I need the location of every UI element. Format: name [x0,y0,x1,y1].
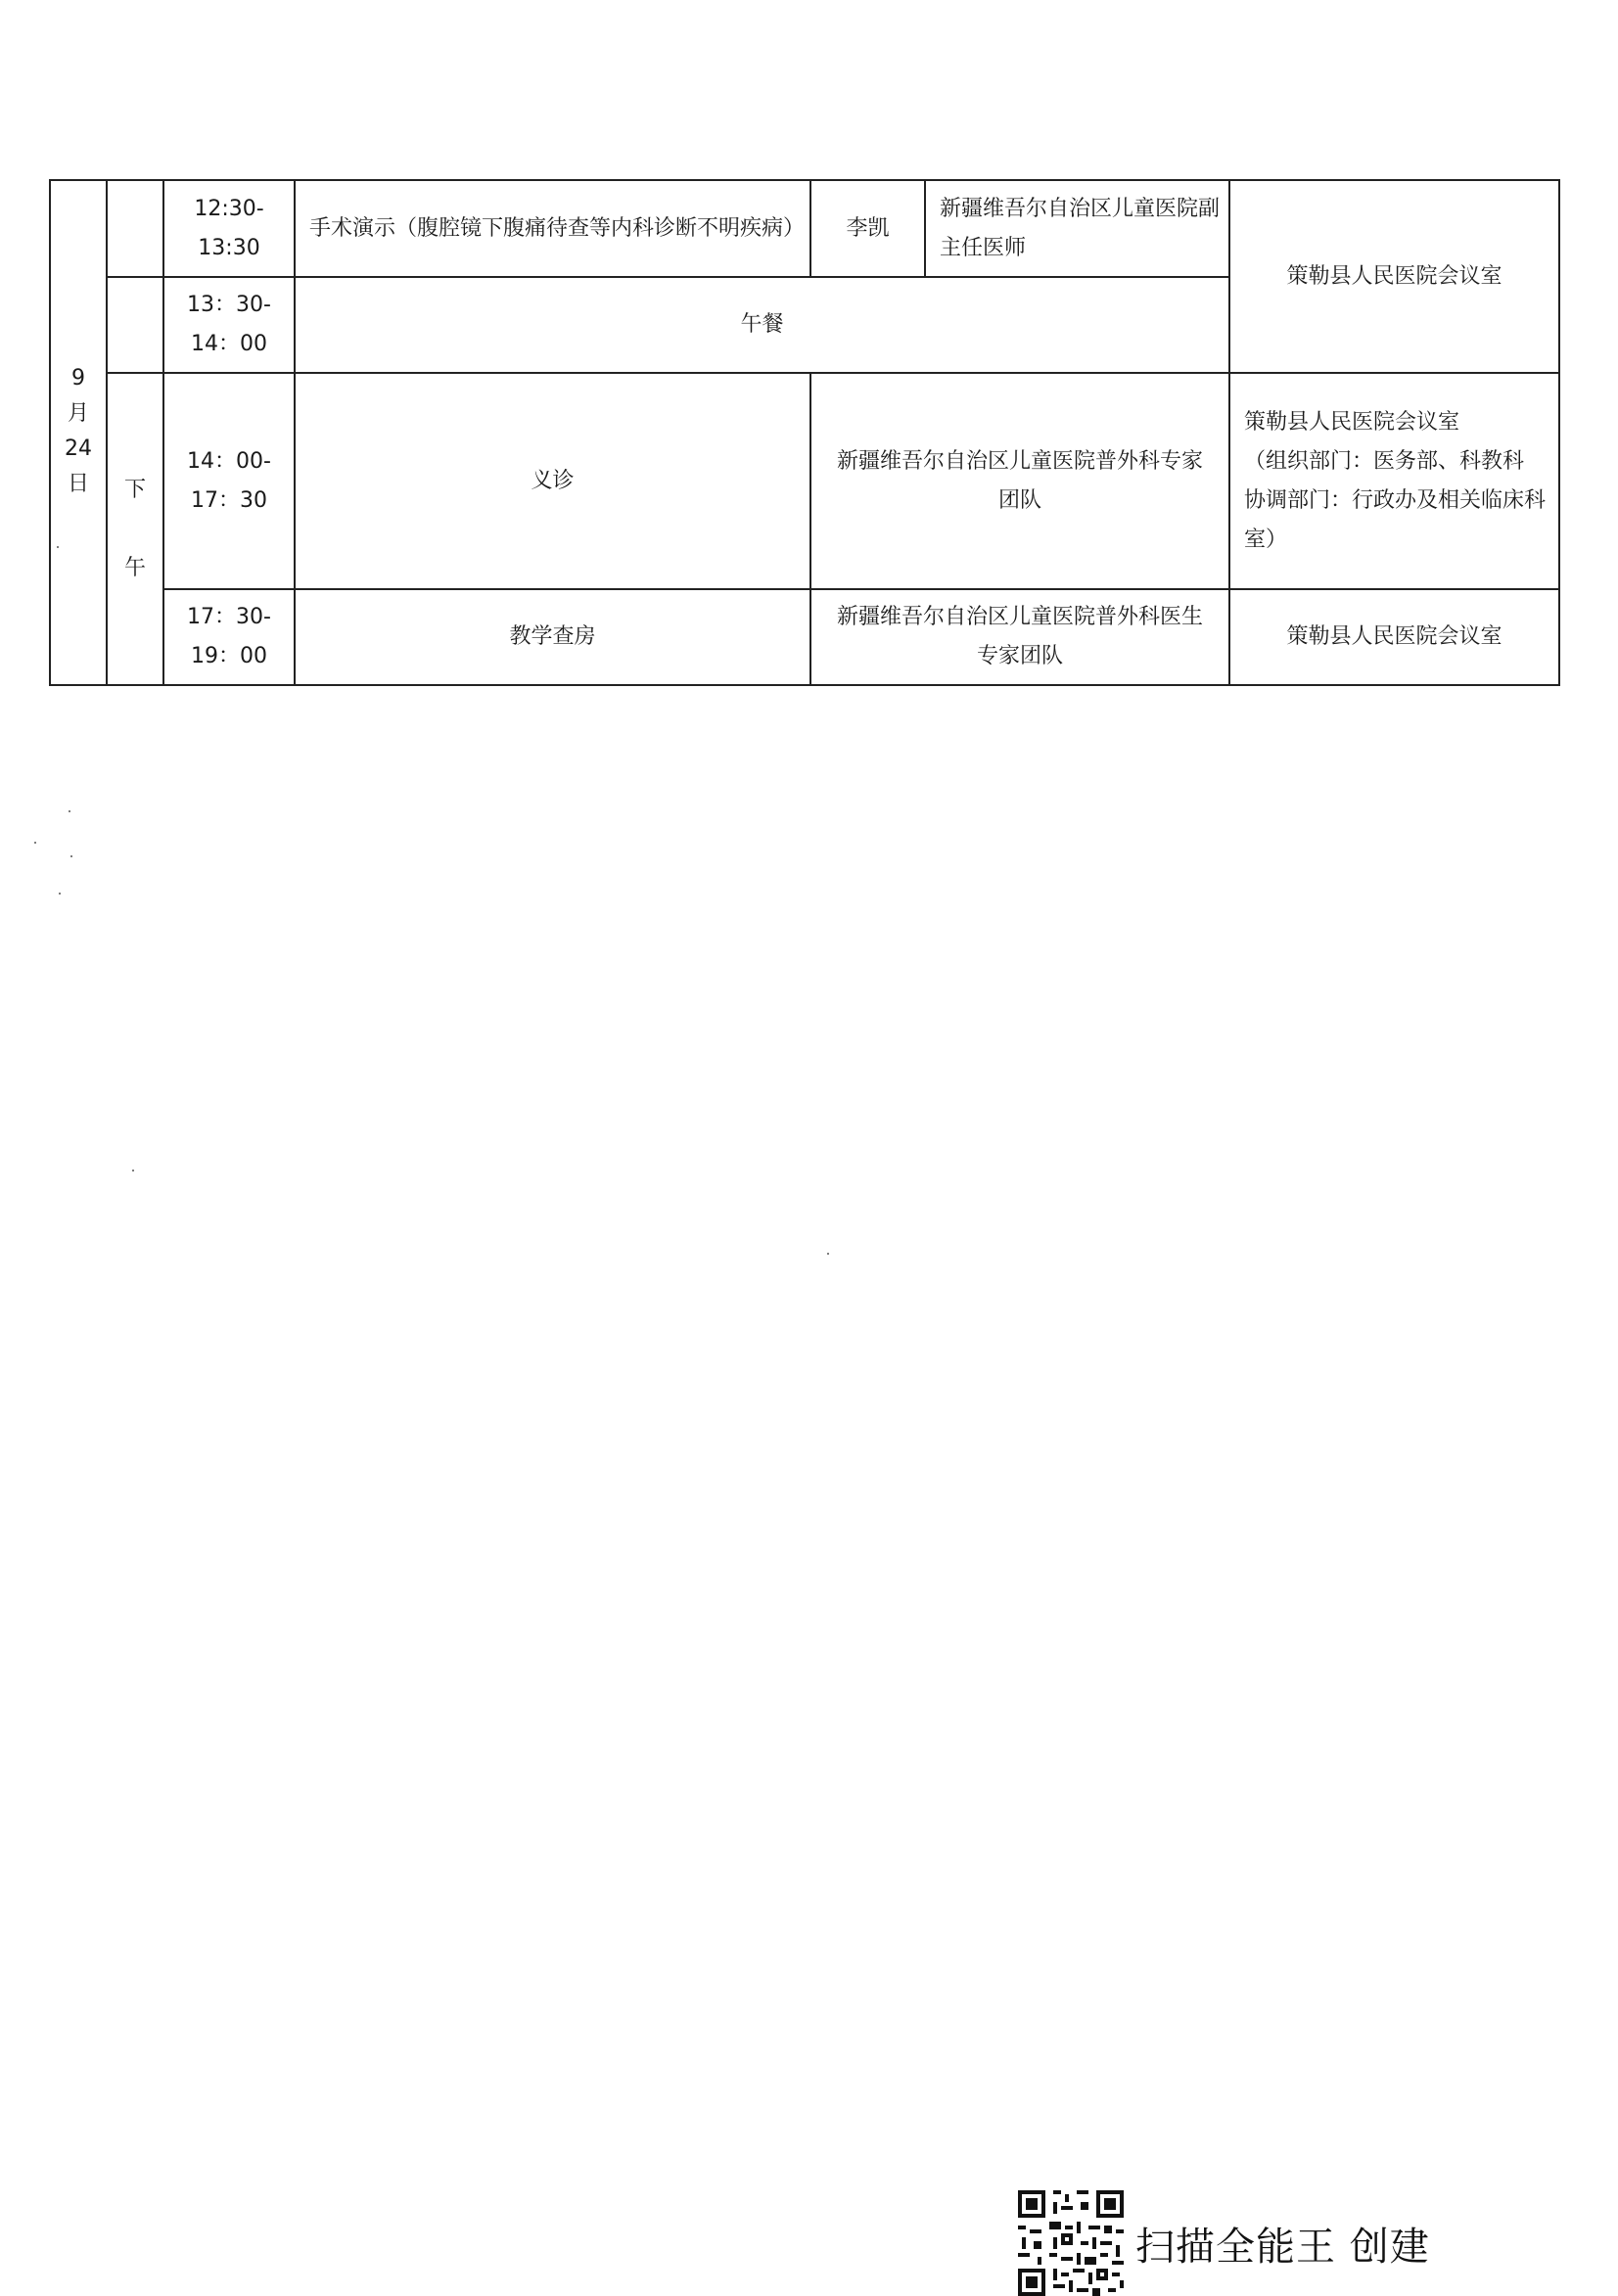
location-cell: 策勒县人民医院会议室 [1229,589,1559,685]
period-cell [107,373,163,685]
location-cell: 策勒县人民医院会议室 [1229,180,1559,373]
location-cell [1229,373,1559,589]
location-coord: 协调部门：行政办及相关临床科室） [1244,487,1547,552]
date-label: 9月24日 [65,366,92,496]
period-cell-empty [107,277,163,373]
time-cell: 14：00-17：30 [163,373,295,589]
scan-speck [34,842,36,844]
scanner-watermark [1018,2190,1430,2296]
period-label: 下午 [123,477,146,580]
time-cell: 17：30-19：00 [163,589,295,685]
period-cell-empty [107,180,163,277]
content-cell: 手术演示（腹腔镜下腹痛待查等内科诊断不明疾病） [295,180,810,277]
scanner-credit-text: 扫描全能王 创建 [1135,2224,1430,2270]
table-row [50,373,1559,589]
scan-speck [132,1170,134,1171]
location-name: 策勒县人民医院会议室 [1244,409,1460,435]
location-org: （组织部门：医务部、科教科 [1244,448,1525,474]
table-row [50,180,1559,277]
unit-cell: 新疆维吾尔自治区儿童医院普外科医生专家团队 [810,589,1229,685]
unit-cell: 新疆维吾尔自治区儿童医院普外科专家团队 [810,373,1229,589]
scan-speck [70,855,72,857]
content-cell: 教学查房 [295,589,810,685]
scan-speck [57,546,59,548]
scan-speck [59,893,61,895]
table-row [50,589,1559,685]
unit-cell: 新疆维吾尔自治区儿童医院副主任医师 [925,180,1229,277]
time-cell: 13：30-14：00 [163,277,295,373]
scan-speck [69,810,70,812]
speaker-cell: 李凯 [810,180,925,277]
content-cell: 义诊 [295,373,810,589]
schedule-table [49,179,1560,686]
lunch-cell: 午餐 [295,277,1229,373]
scan-speck [827,1253,829,1255]
time-cell: 12:30-13:30 [163,180,295,277]
date-cell [50,180,107,685]
qr-code-icon [1018,2190,1124,2296]
